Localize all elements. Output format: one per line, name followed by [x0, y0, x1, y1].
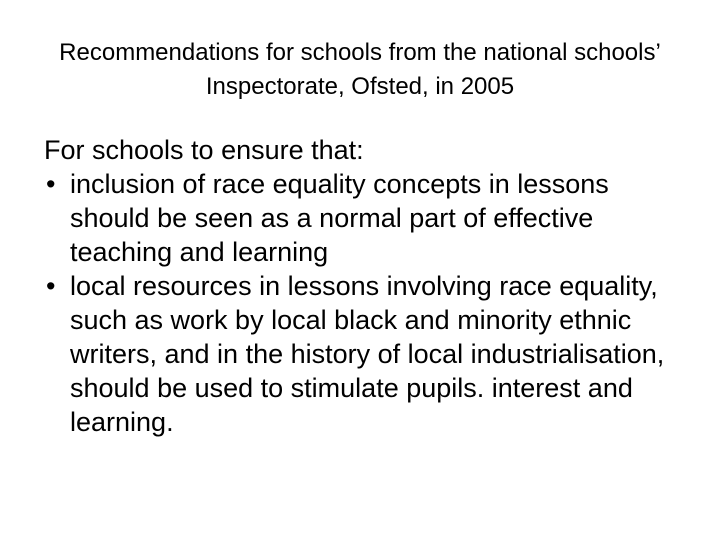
intro-text: For schools to ensure that: [44, 135, 364, 165]
slide-body [44, 133, 694, 439]
bullet-text: inclusion of race equality concepts in lessons should be seen as a normal part of effective teaching and learning [70, 169, 609, 267]
bullet-list [44, 167, 694, 439]
bullet-dot-icon: • [46, 169, 56, 199]
bullet-dot-icon: • [46, 271, 56, 301]
slide-title: Recommendations for schools from the national schools’ Inspectorate, Ofsted, in 2005 [59, 39, 661, 100]
bullet-text: local resources in lessons involving race equality, such as work by local black and minority ethnic writers, and in the history of local industrialisation, should be used to stimulate pupils. interest and learning. [70, 271, 665, 437]
bullet-item [44, 269, 694, 439]
bullet-item [44, 167, 694, 269]
